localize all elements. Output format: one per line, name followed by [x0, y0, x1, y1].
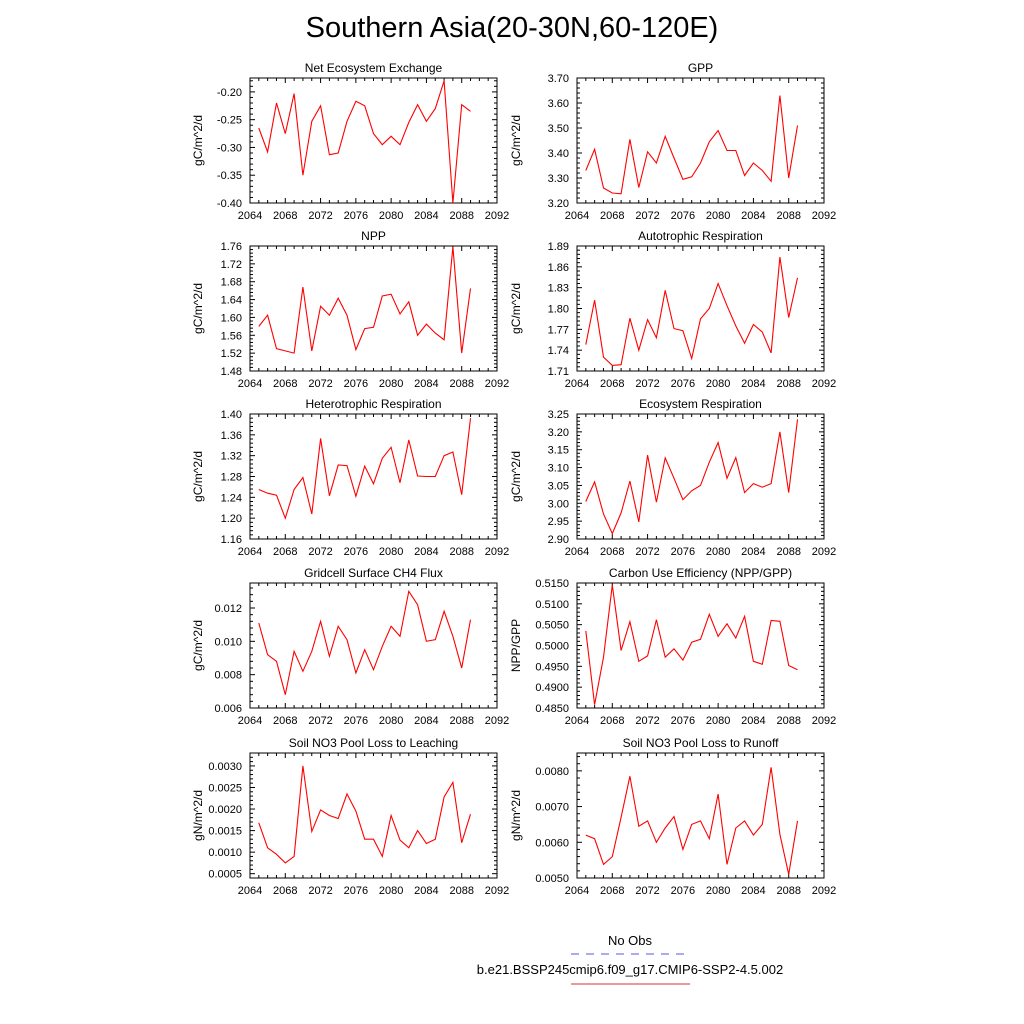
x-tick-label: 2076 — [343, 210, 369, 222]
y-tick-label: 0.5000 — [535, 640, 569, 653]
series-line — [259, 591, 471, 694]
y-tick-label: 0.006 — [214, 703, 242, 715]
y-tick-label: 3.30 — [547, 173, 569, 185]
x-tick-label: 2064 — [564, 715, 590, 727]
y-tick-label: -0.20 — [216, 86, 242, 99]
y-tick-label: 0.5050 — [535, 619, 569, 632]
x-tick-label: 2084 — [414, 210, 439, 222]
x-tick-label: 2084 — [741, 378, 766, 390]
y-tick-label: 3.25 — [547, 409, 569, 421]
x-tick-label: 2064 — [237, 378, 263, 390]
x-tick-label: 2072 — [308, 546, 333, 558]
y-axis-label: gC/m^2/d — [191, 115, 205, 166]
panel-title: GPP — [687, 61, 714, 75]
plot-frame — [250, 246, 497, 371]
chart-panel — [509, 736, 836, 897]
series-line — [586, 257, 798, 365]
y-tick-label: 3.15 — [547, 444, 569, 457]
y-tick-label: 0.010 — [214, 636, 242, 649]
x-tick-label: 2072 — [635, 546, 660, 558]
x-tick-label: 2076 — [670, 210, 696, 222]
x-tick-label: 2064 — [237, 715, 263, 727]
x-tick-label: 2080 — [705, 885, 731, 897]
x-tick-label: 2068 — [273, 210, 298, 222]
y-tick-label: -0.40 — [216, 198, 242, 210]
series-line — [586, 419, 798, 533]
x-tick-label: 2072 — [635, 210, 660, 222]
y-tick-label: 0.012 — [214, 603, 242, 615]
x-tick-label: 2068 — [600, 378, 625, 390]
series-line — [259, 418, 471, 518]
y-tick-label: 1.74 — [547, 345, 569, 358]
y-tick-label: 1.40 — [220, 409, 242, 421]
y-tick-label: 1.52 — [220, 348, 242, 361]
y-tick-label: 1.71 — [547, 366, 569, 378]
x-tick-label: 2072 — [308, 715, 333, 727]
x-tick-label: 2088 — [449, 885, 474, 897]
x-tick-label: 2068 — [600, 715, 625, 727]
y-tick-label: 3.60 — [547, 98, 569, 110]
panel-title: Autotrophic Respiration — [638, 229, 763, 243]
x-tick-label: 2068 — [273, 715, 298, 727]
y-tick-label: 3.50 — [547, 123, 569, 135]
x-tick-label: 2092 — [811, 885, 837, 897]
y-axis-label: NPP/GPP — [509, 618, 523, 673]
y-axis-label: gN/m^2/d — [509, 790, 523, 841]
y-tick-label: 0.0010 — [208, 847, 242, 860]
plot-frame — [577, 753, 824, 878]
chart-panel — [191, 566, 509, 727]
series-line — [586, 96, 798, 194]
y-axis-label: gC/m^2/d — [509, 451, 523, 502]
x-tick-label: 2092 — [811, 378, 837, 390]
plot-frame — [577, 414, 824, 539]
y-tick-label: 1.24 — [220, 492, 242, 505]
x-tick-label: 2084 — [414, 378, 439, 390]
x-tick-label: 2064 — [564, 210, 590, 222]
y-tick-label: 1.48 — [220, 366, 242, 378]
x-tick-label: 2088 — [449, 715, 474, 727]
x-tick-label: 2064 — [564, 378, 590, 390]
y-tick-label: -0.25 — [216, 114, 242, 127]
y-tick-label: 0.4850 — [535, 703, 569, 715]
series-line — [259, 766, 471, 863]
x-tick-label: 2080 — [705, 378, 731, 390]
plot-frame — [250, 583, 497, 708]
x-tick-label: 2092 — [484, 378, 510, 390]
figure-title: Southern Asia(20-30N,60-120E) — [305, 12, 719, 44]
x-tick-label: 2088 — [449, 546, 474, 558]
x-tick-label: 2088 — [776, 210, 801, 222]
x-tick-label: 2064 — [237, 546, 263, 558]
x-tick-label: 2076 — [343, 715, 369, 727]
y-axis-label: gC/m^2/d — [509, 115, 523, 166]
y-tick-label: 1.77 — [547, 324, 569, 337]
x-tick-label: 2092 — [484, 210, 510, 222]
plot-frame — [250, 753, 497, 878]
x-tick-label: 2072 — [308, 378, 333, 390]
x-tick-label: 2084 — [741, 210, 766, 222]
plot-frame — [250, 414, 497, 539]
y-tick-label: 1.16 — [220, 534, 242, 546]
y-tick-label: 0.0020 — [208, 804, 242, 817]
x-tick-label: 2088 — [776, 715, 801, 727]
y-tick-label: 3.40 — [547, 148, 569, 160]
y-tick-label: 0.5150 — [535, 578, 569, 590]
x-tick-label: 2080 — [705, 210, 731, 222]
y-tick-label: 3.05 — [547, 480, 569, 493]
y-axis-label: gC/m^2/d — [509, 283, 523, 334]
y-tick-label: 0.0015 — [208, 825, 242, 838]
y-tick-label: 3.10 — [547, 462, 569, 475]
x-tick-label: 2064 — [237, 210, 263, 222]
x-tick-label: 2080 — [378, 546, 404, 558]
x-tick-label: 2080 — [705, 546, 731, 558]
x-tick-label: 2084 — [741, 885, 766, 897]
chart-panel — [509, 566, 836, 727]
x-tick-label: 2076 — [343, 885, 369, 897]
y-tick-label: 3.00 — [547, 498, 569, 511]
y-tick-label: 1.80 — [547, 303, 569, 316]
chart-panel — [509, 229, 836, 390]
x-tick-label: 2088 — [449, 210, 474, 222]
chart-panel — [191, 229, 509, 390]
x-tick-label: 2080 — [705, 715, 731, 727]
y-tick-label: -0.35 — [216, 170, 242, 183]
x-tick-label: 2064 — [564, 885, 590, 897]
x-tick-label: 2076 — [343, 546, 369, 558]
legend-obs-label: No Obs — [607, 933, 653, 948]
y-tick-label: 3.70 — [547, 73, 569, 85]
y-tick-label: 0.0025 — [208, 782, 242, 795]
y-tick-label: 0.0050 — [535, 873, 569, 885]
x-tick-label: 2092 — [484, 715, 510, 727]
plot-frame — [250, 78, 497, 203]
y-tick-label: 1.76 — [220, 241, 242, 253]
x-tick-label: 2072 — [308, 885, 333, 897]
x-tick-label: 2092 — [484, 885, 510, 897]
x-tick-label: 2092 — [811, 546, 837, 558]
y-tick-label: 0.4900 — [535, 682, 569, 695]
panel-title: Ecosystem Respiration — [639, 397, 762, 411]
x-tick-label: 2092 — [811, 210, 837, 222]
panel-title: Gridcell Surface CH4 Flux — [304, 566, 443, 580]
y-axis-label: gC/m^2/d — [191, 451, 205, 502]
x-tick-label: 2072 — [635, 885, 660, 897]
x-tick-label: 2068 — [273, 546, 298, 558]
y-tick-label: 1.20 — [220, 513, 242, 526]
y-tick-label: 0.0070 — [535, 801, 569, 814]
x-tick-label: 2076 — [343, 378, 369, 390]
x-tick-label: 2064 — [237, 885, 263, 897]
x-tick-label: 2084 — [741, 715, 766, 727]
x-tick-label: 2092 — [811, 715, 837, 727]
x-tick-label: 2088 — [776, 885, 801, 897]
y-tick-label: 1.68 — [220, 276, 242, 289]
x-tick-label: 2076 — [670, 715, 696, 727]
x-tick-label: 2080 — [378, 378, 404, 390]
chart-panel — [191, 736, 509, 897]
x-tick-label: 2068 — [600, 546, 625, 558]
y-axis-label: gC/m^2/d — [191, 620, 205, 671]
x-tick-label: 2068 — [273, 885, 298, 897]
y-tick-label: 2.95 — [547, 516, 569, 529]
panel-title: Heterotrophic Respiration — [305, 397, 442, 411]
y-axis-label: gC/m^2/d — [191, 283, 205, 334]
series-line — [586, 585, 798, 705]
x-tick-label: 2072 — [635, 378, 660, 390]
legend-case-label: b.e21.BSSP245cmip6.f09_g17.CMIP6-SSP2-4.5.002 — [476, 962, 784, 977]
x-tick-label: 2064 — [564, 546, 590, 558]
x-tick-label: 2068 — [600, 210, 625, 222]
panel-title: Soil NO3 Pool Loss to Runoff — [622, 736, 779, 750]
x-tick-label: 2084 — [414, 546, 439, 558]
x-tick-label: 2092 — [484, 546, 510, 558]
chart-panel — [509, 61, 836, 222]
y-tick-label: 0.0080 — [535, 765, 569, 778]
x-tick-label: 2080 — [378, 715, 404, 727]
x-tick-label: 2076 — [670, 546, 696, 558]
series-line — [259, 81, 471, 203]
y-tick-label: 1.83 — [547, 282, 569, 295]
y-tick-label: 1.60 — [220, 312, 242, 325]
y-tick-label: 1.72 — [220, 258, 242, 271]
y-tick-label: 1.36 — [220, 429, 242, 442]
y-tick-label: -0.30 — [216, 142, 242, 155]
y-tick-label: 0.0005 — [208, 868, 242, 881]
x-tick-label: 2084 — [414, 885, 439, 897]
y-tick-label: 0.0030 — [208, 760, 242, 773]
x-tick-label: 2076 — [670, 885, 696, 897]
x-tick-label: 2072 — [635, 715, 660, 727]
chart-panel — [509, 397, 836, 558]
x-tick-label: 2088 — [776, 378, 801, 390]
y-tick-label: 0.0060 — [535, 837, 569, 850]
y-tick-label: 1.32 — [220, 450, 242, 463]
y-tick-label: 1.56 — [220, 330, 242, 343]
x-tick-label: 2072 — [308, 210, 333, 222]
y-tick-label: 1.86 — [547, 261, 569, 274]
chart-panel — [191, 61, 509, 222]
x-tick-label: 2068 — [600, 885, 625, 897]
series-line — [259, 247, 471, 353]
x-tick-label: 2068 — [273, 378, 298, 390]
plot-frame — [577, 78, 824, 203]
y-tick-label: 1.28 — [220, 471, 242, 484]
y-tick-label: 0.008 — [214, 669, 242, 682]
chart-panel — [191, 397, 509, 558]
panel-title: Net Ecosystem Exchange — [304, 61, 443, 75]
x-tick-label: 2080 — [378, 210, 404, 222]
y-tick-label: 2.90 — [547, 534, 569, 546]
x-tick-label: 2084 — [741, 546, 766, 558]
y-axis-label: gN/m^2/d — [191, 790, 205, 841]
y-tick-label: 0.4950 — [535, 661, 569, 674]
x-tick-label: 2088 — [776, 546, 801, 558]
x-tick-label: 2084 — [414, 715, 439, 727]
y-tick-label: 1.89 — [547, 241, 569, 253]
x-tick-label: 2080 — [378, 885, 404, 897]
x-tick-label: 2076 — [670, 378, 696, 390]
y-tick-label: 0.5100 — [535, 598, 569, 611]
x-tick-label: 2088 — [449, 378, 474, 390]
panel-title: Carbon Use Efficiency (NPP/GPP) — [608, 566, 793, 580]
panel-title: Soil NO3 Pool Loss to Leaching — [288, 736, 459, 750]
y-tick-label: 3.20 — [547, 198, 569, 210]
series-line — [586, 767, 798, 874]
panel-title: NPP — [361, 229, 386, 243]
y-tick-label: 3.20 — [547, 426, 569, 439]
y-tick-label: 1.64 — [220, 294, 242, 307]
